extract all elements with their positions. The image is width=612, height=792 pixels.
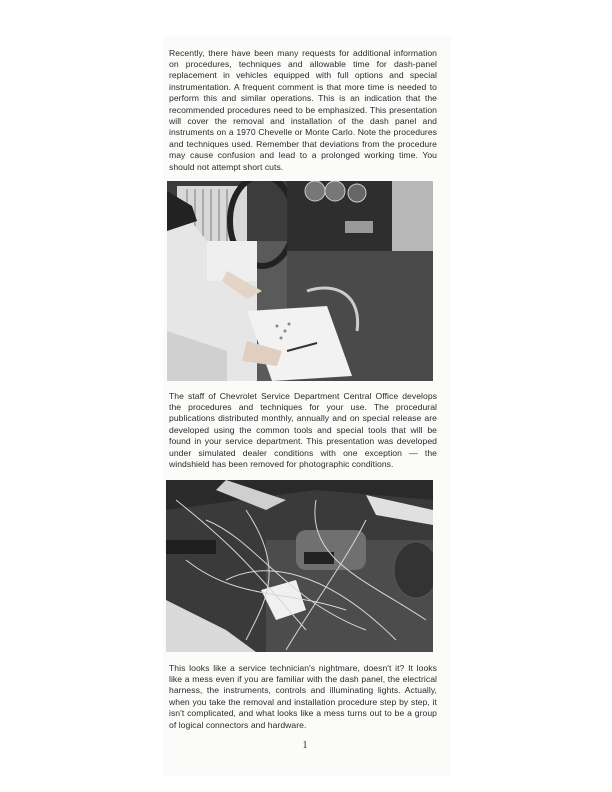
intro-paragraph: Recently, there have been many requests for additional information on procedures, techniques and allowable time for dash-panel replacement in vehicles equipped with full options and special instrumentation. A frequent comment is that more time is needed to perform this and similar operations. This is an indication that the recommended procedures need to be emphasized. This presentation will cover the removal and installation of the dash panel and instruments on a 1970 Chevelle or Monte Carlo. Note the procedures and techniques used. Remember that deviations from the procedure may cause confusion and lead to a prolonged working time. You should not attempt short cuts. — [169, 47, 437, 172]
photo-technician-at-dash — [167, 181, 433, 381]
staff-paragraph: The staff of Chevrolet Service Department Central Office develops the procedures and techniques for your use. The procedural publications distributed monthly, annually and on special release are developed using the common tools and special tools that will be found in your service department. This presentation was developed under simulated dealer conditions with one exception — the windshield has been removed for photographic conditions. — [169, 390, 437, 470]
page-number: 1 — [302, 740, 308, 751]
mess-paragraph: This looks like a service technician's nightmare, doesn't it? It looks like a mess even if you are familiar with the dash panel, the electrical harness, the instruments, controls and illuminating lights. Actually, when you take the removal and installation procedure step by step, it isn't complicated, and what looks like a mess turns out to be a group of logical connectors and hardware. — [169, 662, 437, 730]
photo-dash-removed-wiring — [166, 480, 433, 652]
